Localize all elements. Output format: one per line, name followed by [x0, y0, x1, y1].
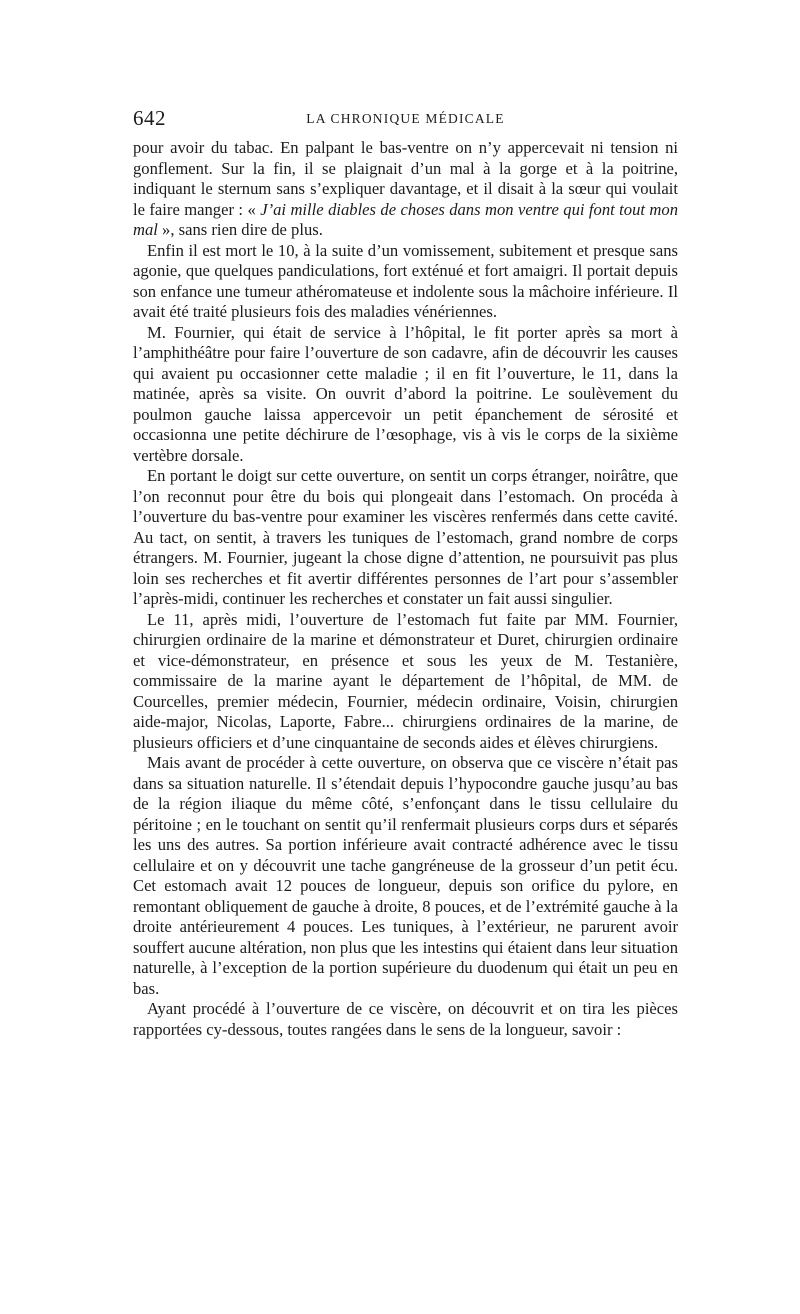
- paragraph-5: Le 11, après midi, l’ouverture de l’estomach fut faite par MM. Fournier, chirurgien ordinaire de la marine et démonstrateur et Duret, chirurgien ordinaire et vice-démonstrateur, en présence et sous les yeux de M. Testanière, commissaire de la marine ayant le département de l’hôpital, de MM. de Courcelles, premier médecin, Fournier, médecin ordinaire, Voisin, chirurgien aide-major, Nicolas, Laporte, Fabre... chirurgiens ordinaires de la marine, de plusieurs officiers et d’une cinquantaine de seconds aides et élèves chirurgiens.: [133, 609, 678, 752]
- running-head: [133, 106, 678, 132]
- paragraph-6: Mais avant de procéder à cette ouverture, on observa que ce viscère n’était pas dans sa situation naturelle. Il s’étendait depuis l’hypocondre gauche jusqu’au bas de la région iliaque du même côté, s’enfonçant dans le tissu cellulaire du péritoine ; en le touchant on sentit qu’il renfermait plusieurs corps durs et séparés les uns des autres. Sa portion inférieure avait contracté adhérence avec le tissu cellulaire et on y découvrit une tache gangréneuse de la grosseur d’un petit écu. Cet estomach avait 12 pouces de longueur, depuis son orifice du pylore, en remontant obliquement de gauche à droite, 8 pouces, et de l’extrémité gauche à la droite antérieurement 4 pouces. Les tuniques, à l’extérieur, ne parurent avoir souffert aucune altération, non plus que les intestins qui étaient dans leur situation naturelle, à l’exception de la portion supérieure du duodenum qui était un peu en bas.: [133, 753, 678, 998]
- paragraph-1-text-before: pour avoir du tabac. En palpant le bas-ventre on n’y appercevait ni tension ni gonflement. Sur la fin, il se plaignait d’un mal à la gorge et à la poitrine, indiquant le sternum sans s’expliquer davantage, et il disait à la sœur qui voulait le faire manger : «: [133, 138, 678, 219]
- book-page: [133, 106, 678, 1040]
- paragraph-4: En portant le doigt sur cette ouverture, on sentit un corps étranger, noirâtre, que l’on reconnut pour être du bois qui plongeait dans l’estomach. On procéda à l’ouverture du bas-ventre pour examiner les viscères renfermés dans cette cavité. Au tact, on sentit, à travers les tuniques de l’estomach, grand nombre de corps étrangers. M. Fournier, jugeant la chose digne d’attention, ne poursuivit pas plus loin ses recherches et fit avertir différentes personnes de l’art pour s’assembler l’après-midi, continuer les recherches et constater un fait aussi singulier.: [133, 466, 678, 608]
- paragraph-3: M. Fournier, qui était de service à l’hôpital, le fit porter après sa mort à l’amphithéâtre pour faire l’ouverture de son cadavre, afin de découvrir les causes qui avaient pu occasionner cette maladie ; il en fit l’ouverture, le 11, dans la matinée, après sa visite. On ouvrit d’abord la poitrine. Le soulèvement du poulmon gauche laissa appercevoir un petit épanchement de sérosité et occasionna une petite déchirure de l’œsophage, vis à vis le corps de la sixième vertèbre dorsale.: [133, 322, 678, 465]
- page-number: 642: [133, 106, 166, 130]
- paragraph-1: [133, 138, 678, 241]
- quoted-italic-speech: J’ai mille diables de choses dans mon ventre qui font tout mon mal: [133, 199, 679, 239]
- article-body: [133, 138, 678, 1040]
- paragraph-2: Enfin il est mort le 10, à la suite d’un vomissement, subitement et presque sans agonie, que quelques pandiculations, fort exténué et fort amaigri. Il portait depuis son enfance une tumeur athéromateuse et indolente sous la mâchoire inférieure. Il avait été traité plusieurs fois des maladies vénériennes.: [133, 240, 678, 321]
- journal-title: LA CHRONIQUE MÉDICALE: [306, 111, 505, 126]
- paragraph-1-text-after: », sans rien dire de plus.: [157, 220, 323, 239]
- paragraph-7: Ayant procédé à l’ouverture de ce viscère, on découvrit et on tira les pièces rapportées cy-dessous, toutes rangées dans le sens de la longueur, savoir :: [133, 999, 678, 1039]
